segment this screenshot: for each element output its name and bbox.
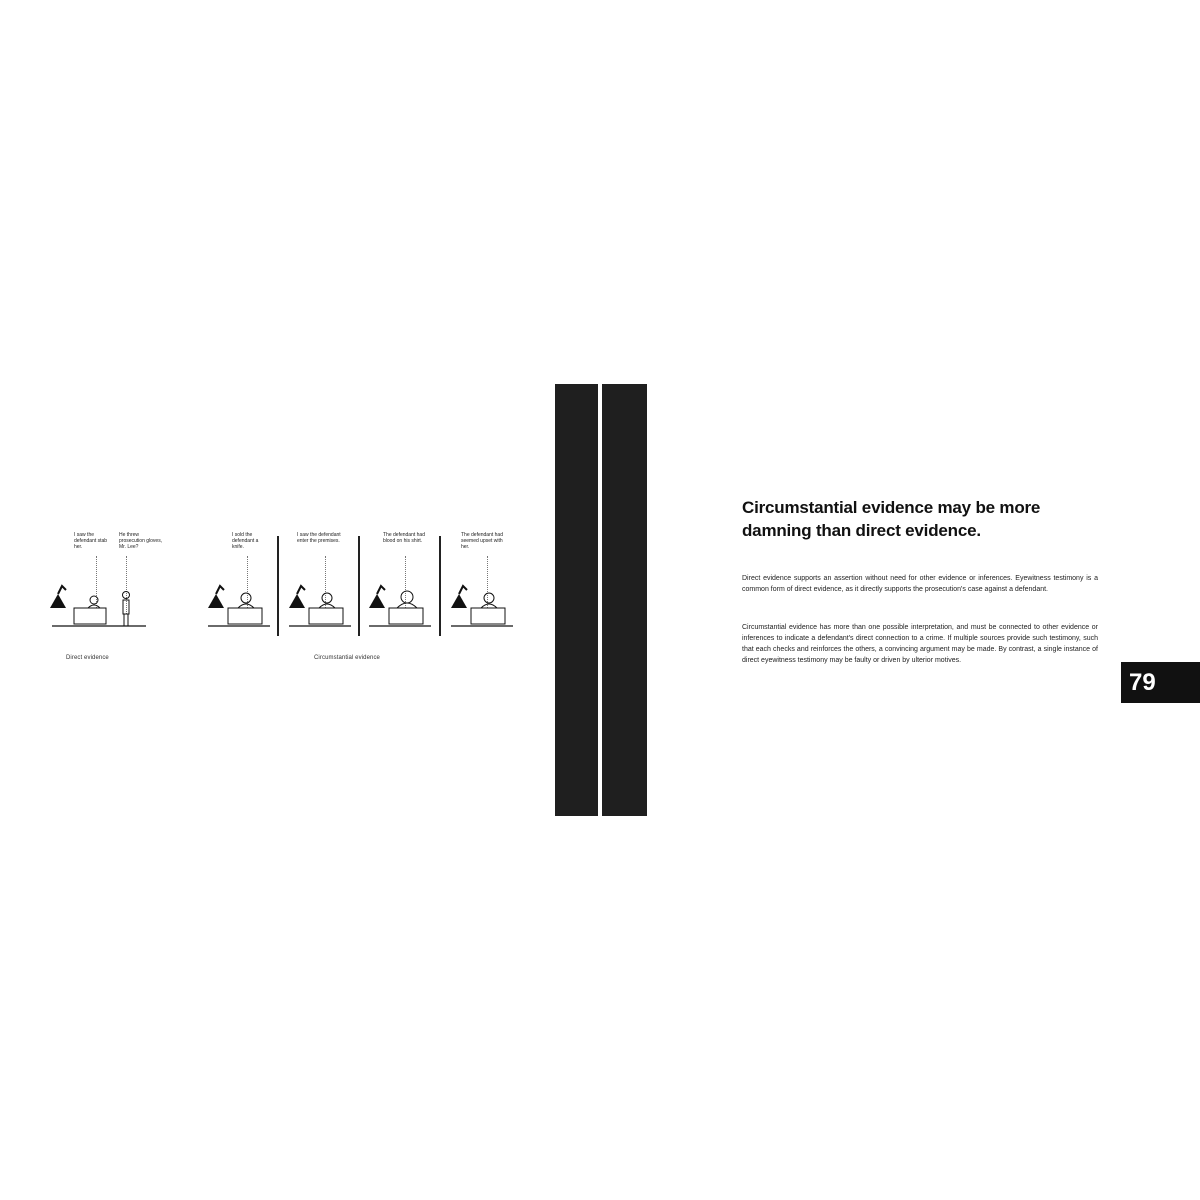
body-paragraph: Direct evidence supports an assertion without need for other evidence or inferences. Eyewitness testimony is a common form of direct evidence, as it directly supports the prosecution's case against a defendant. (742, 575, 1098, 593)
speech-bubble: The defendant had seemed upset with her. (461, 532, 503, 550)
panel-divider (358, 536, 360, 636)
circumstantial-panel (204, 530, 274, 640)
courtroom-witness-illustration (285, 580, 353, 636)
circumstantial-evidence-caption: Circumstantial evidence (314, 655, 380, 661)
direct-evidence-panel (46, 530, 196, 640)
page-number-tab: 79 (1121, 662, 1200, 703)
panel-divider (439, 536, 441, 636)
speech-bubble: The defendant had blood on his shirt. (383, 532, 425, 544)
courtroom-witness-illustration (447, 580, 515, 636)
speech-bubble: He threw prosecution gloves, Mr. Lee? (119, 532, 163, 550)
courtroom-witness-illustration (365, 580, 433, 636)
panel-divider (277, 536, 279, 636)
circumstantial-panel (365, 530, 437, 640)
speech-bubble: I saw the defendant enter the premises. (297, 532, 341, 544)
direct-evidence-caption: Direct evidence (66, 655, 109, 661)
spine-bar (602, 384, 647, 816)
body-paragraph: Circumstantial evidence has more than one possible interpretation, and must be connected to other evidence or inferences to indicate a defendant's direct connection to a crime. If multiple sources provide such testimony, such that each checks and reinforces the others, a convincing argument may be made. By contrast, a single instance of direct eyewitness testimony may be faulty or driven by ulterior motives. (742, 624, 1098, 664)
circumstantial-panel (285, 530, 357, 640)
courtroom-witness-illustration (46, 580, 150, 636)
speech-bubble: I sold the defendant a knife. (232, 532, 259, 550)
courtroom-witness-illustration (204, 580, 272, 636)
page-headline: Circumstantial evidence may be more damning than direct evidence. (742, 498, 1041, 540)
speech-bubble: I saw the defendant stab her. (74, 532, 108, 550)
circumstantial-panel (447, 530, 519, 640)
spine-bar (555, 384, 598, 816)
